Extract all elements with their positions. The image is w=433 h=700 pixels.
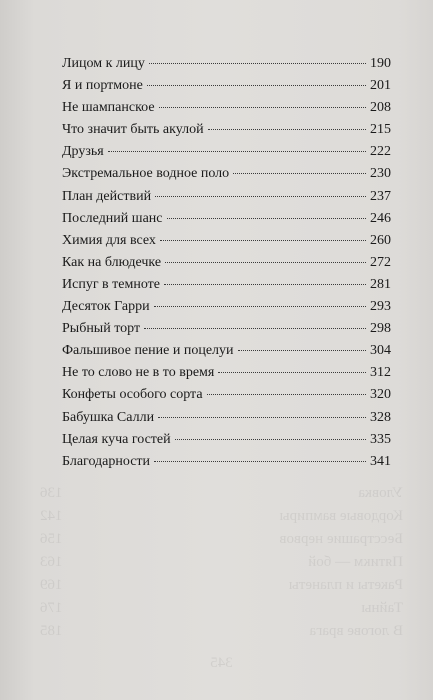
toc-entry-page: 328 bbox=[370, 409, 391, 425]
toc-leader-dots bbox=[144, 328, 366, 329]
toc-entry[interactable] bbox=[62, 166, 391, 188]
toc-entry-page: 260 bbox=[370, 232, 391, 248]
toc-leader-dots bbox=[158, 417, 366, 418]
toc-entry-page: 312 bbox=[370, 365, 391, 381]
toc-leader-dots bbox=[164, 284, 366, 285]
toc-leader-dots bbox=[207, 394, 366, 395]
toc-entry-title: Друзья bbox=[62, 144, 104, 160]
toc-entry-title: Конфеты особого сорта bbox=[62, 387, 203, 403]
toc-entry[interactable] bbox=[62, 211, 391, 233]
toc-entry-title: Благодарности bbox=[62, 453, 151, 469]
toc-entry-page: 341 bbox=[370, 453, 391, 469]
toc-entry-page: 293 bbox=[370, 299, 391, 315]
toc-leader-dots bbox=[160, 240, 366, 241]
toc-entry[interactable] bbox=[62, 122, 391, 144]
toc-entry-page: 335 bbox=[370, 431, 391, 447]
toc-entry[interactable] bbox=[62, 144, 391, 166]
toc-entry-page: 208 bbox=[370, 100, 391, 116]
toc-entry[interactable] bbox=[62, 454, 391, 476]
toc-entry-page: 230 bbox=[370, 166, 391, 182]
toc-entry-title: Лицом к лицу bbox=[62, 56, 145, 71]
toc-entry-page: 281 bbox=[370, 276, 391, 292]
toc-leader-dots bbox=[233, 173, 366, 174]
toc-entry-title: Как на блюдечке bbox=[62, 254, 162, 270]
toc-entry-title: Что значит быть акулой bbox=[62, 122, 204, 138]
toc-leader-dots bbox=[175, 439, 366, 440]
show-through-line: Бесстрашие нервов 156 bbox=[40, 531, 403, 547]
toc-entry-title: Рыбный торт bbox=[62, 321, 141, 337]
toc-entry-title: Экстремальное водное поло bbox=[62, 166, 230, 182]
toc-entry[interactable] bbox=[62, 321, 391, 343]
toc-entry-title: Не то слово не в то время bbox=[62, 365, 215, 381]
toc-entry[interactable] bbox=[62, 365, 391, 387]
toc-entry-page: 304 bbox=[370, 343, 391, 359]
toc-entry-title: Я и портмоне bbox=[62, 78, 143, 94]
toc-leader-dots bbox=[208, 129, 366, 130]
toc-entry[interactable] bbox=[62, 277, 391, 299]
toc-entry-page: 298 bbox=[370, 321, 391, 337]
toc-entry-page: 272 bbox=[370, 254, 391, 270]
toc-entry[interactable] bbox=[62, 255, 391, 277]
toc-entry-page: 320 bbox=[370, 387, 391, 403]
toc-entry-page: 237 bbox=[370, 188, 391, 204]
toc-entry-title: Химия для всех bbox=[62, 232, 156, 248]
toc-entry[interactable] bbox=[62, 233, 391, 255]
toc-leader-dots bbox=[218, 372, 366, 373]
toc-entry[interactable] bbox=[62, 78, 391, 100]
toc-leader-dots bbox=[154, 461, 366, 462]
show-through-line: Ракеты и планеты 169 bbox=[40, 577, 403, 593]
toc-entry-title: Десяток Гарри bbox=[62, 299, 150, 315]
show-through-line: В логове врага 185 bbox=[40, 623, 403, 639]
toc-entry[interactable] bbox=[62, 299, 391, 321]
show-through-line: Пятикм — бой 163 bbox=[40, 554, 403, 570]
toc-entry-page: 201 bbox=[370, 78, 391, 94]
toc-entry[interactable] bbox=[62, 387, 391, 409]
toc-leader-dots bbox=[155, 196, 366, 197]
toc-leader-dots bbox=[238, 350, 366, 351]
toc-leader-dots bbox=[167, 218, 367, 219]
toc-leader-dots bbox=[159, 107, 366, 108]
toc-entry-title: Испуг в темноте bbox=[62, 276, 160, 292]
toc-entry-title: Фальшивое пение и поцелуи bbox=[62, 343, 234, 359]
show-through-line: Тайны 176 bbox=[40, 600, 403, 616]
toc-entry[interactable] bbox=[62, 100, 391, 122]
toc-entry[interactable] bbox=[62, 56, 391, 78]
show-through-line: Уловка 136 bbox=[40, 485, 403, 501]
toc-entry-title: Последний шанс bbox=[62, 210, 163, 226]
show-through-line: Кордовые вампиры 142 bbox=[40, 508, 403, 524]
toc-entry-page: 215 bbox=[370, 122, 391, 138]
toc-entry-page: 190 bbox=[370, 56, 391, 71]
toc-entry[interactable] bbox=[62, 189, 391, 211]
toc-entry-page: 222 bbox=[370, 144, 391, 160]
toc-entry[interactable] bbox=[62, 410, 391, 432]
toc-entry[interactable] bbox=[62, 432, 391, 454]
toc-entry[interactable] bbox=[62, 343, 391, 365]
toc-entry-title: Целая куча гостей bbox=[62, 431, 171, 447]
toc-entry-title: План действий bbox=[62, 188, 152, 204]
toc-leader-dots bbox=[165, 262, 366, 263]
table-of-contents bbox=[62, 56, 391, 476]
toc-entry-title: Бабушка Салли bbox=[62, 409, 155, 425]
show-through-page-number: 345 bbox=[210, 655, 233, 671]
toc-leader-dots bbox=[154, 306, 366, 307]
toc-leader-dots bbox=[149, 63, 366, 64]
toc-leader-dots bbox=[108, 151, 366, 152]
toc-entry-page: 246 bbox=[370, 210, 391, 226]
toc-leader-dots bbox=[147, 85, 366, 86]
toc-entry-title: Не шампанское bbox=[62, 100, 155, 116]
